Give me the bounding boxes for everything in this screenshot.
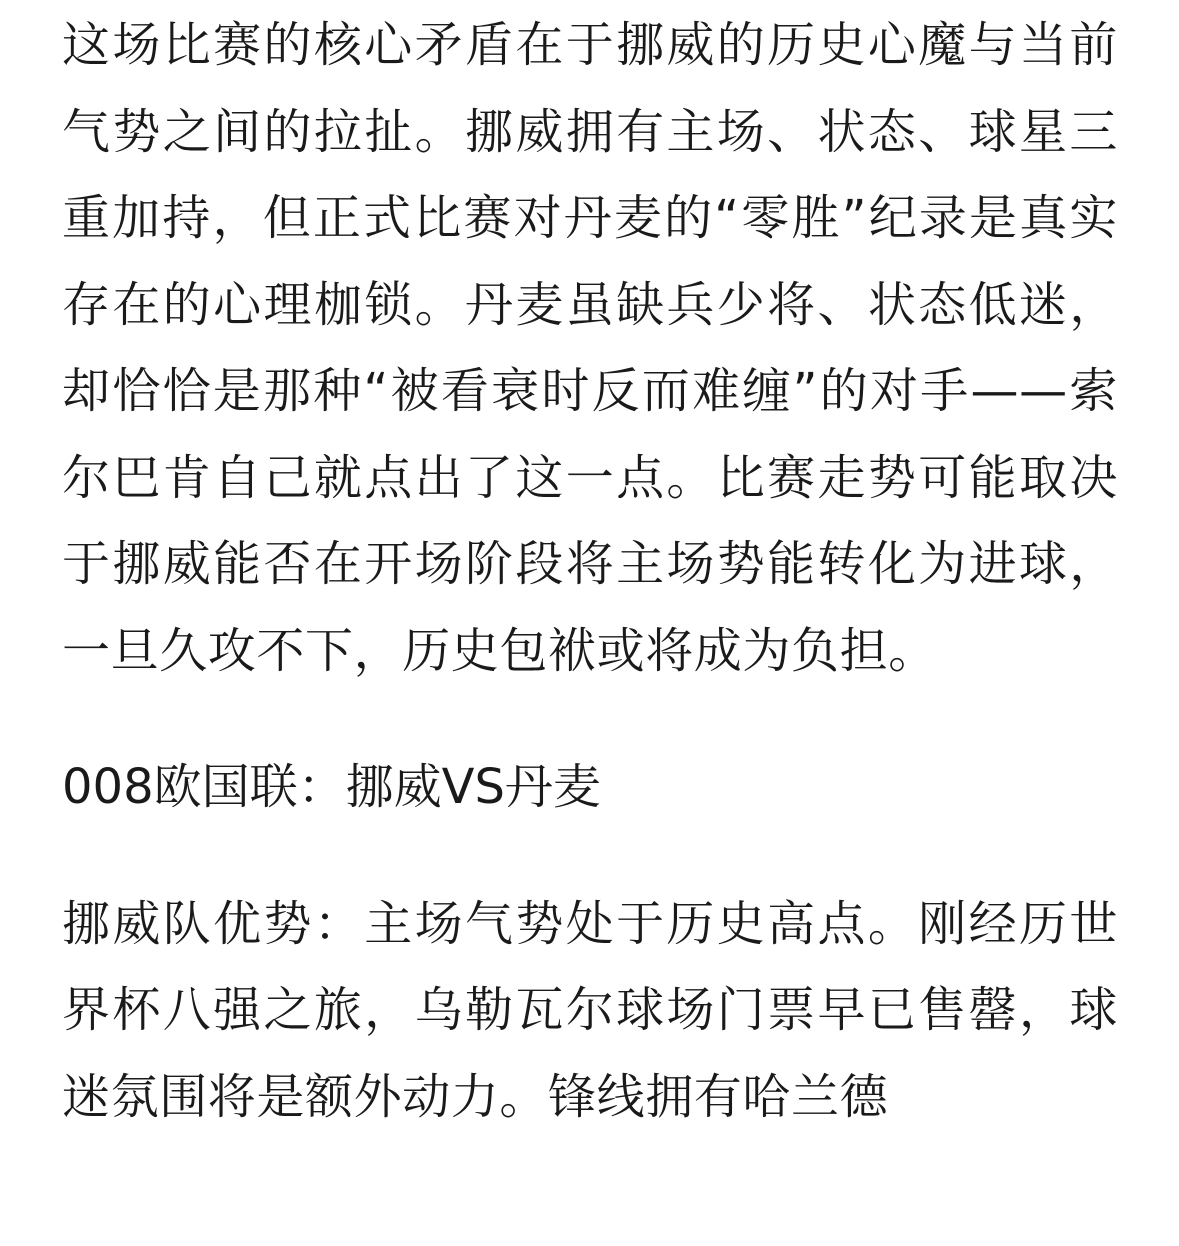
norway-advantage-paragraph: 挪威队优势：主场气势处于历史高点。刚经历世界杯八强之旅，乌勒瓦尔球场门票早已售罄，球迷氛围将是额外动力。锋线拥有哈兰德 xyxy=(62,895,1118,1125)
analysis-paragraph: 这场比赛的核心矛盾在于挪威的历史心魔与当前气势之间的拉扯。挪威拥有主场、状态、球星三重加持，但正式比赛对丹麦的“零胜”纪录是真实存在的心理枷锁。丹麦虽缺兵少将、状态低迷，却恰恰是那种“被看衰时反而难缠”的对手——索尔巴肯自己就点出了这一点。比赛走势可能取决于挪威能否在开场阶段将主场势能转化为进球，一旦久攻不下，历史包袱或将成为负担。 xyxy=(62,17,1118,679)
article-body xyxy=(62,0,1118,1140)
match-heading: 008欧国联：挪威VS丹麦 xyxy=(62,759,601,815)
